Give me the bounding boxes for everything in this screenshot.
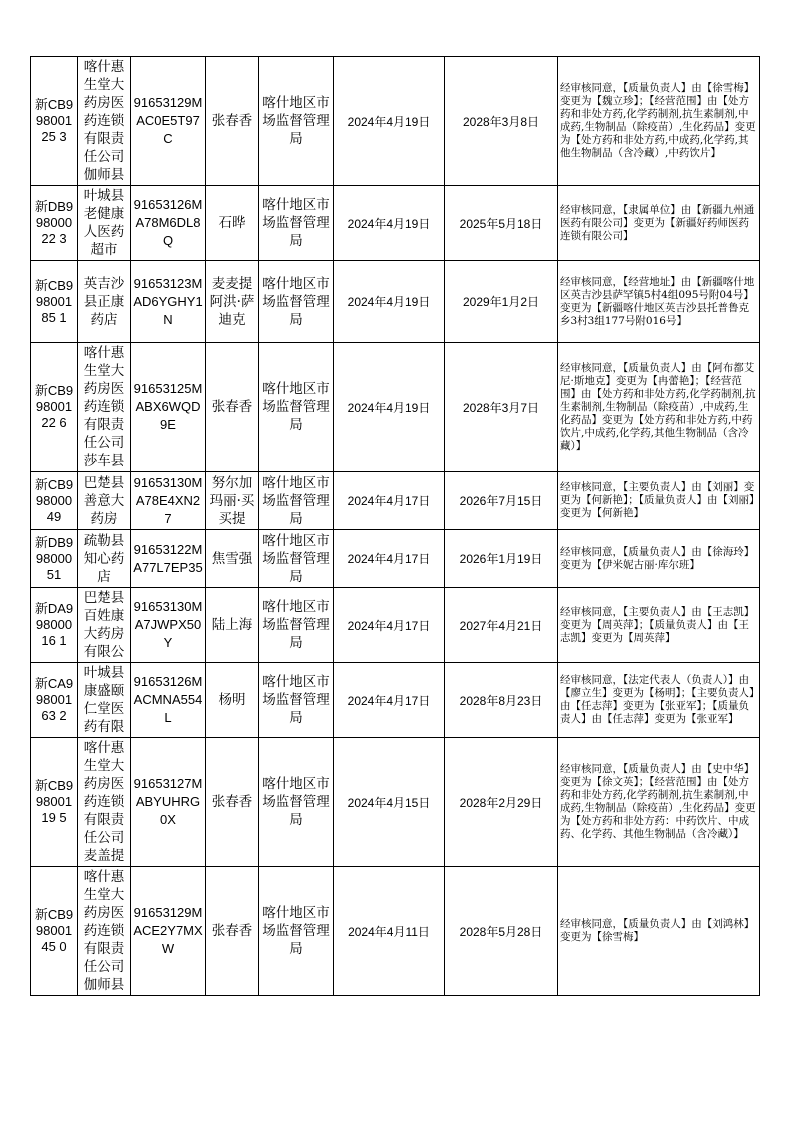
license-number: 新DA99800016 1	[31, 588, 78, 663]
issuing-authority: 喀什地区市场监督管理局	[259, 867, 334, 996]
company-name: 疏勒县知心药店	[78, 530, 131, 588]
expiry-date: 2029年1月2日	[445, 261, 558, 343]
credit-code: 91653129MAC0E5T97C	[131, 57, 206, 186]
license-number: 新CB99800049	[31, 472, 78, 530]
issuing-authority: 喀什地区市场监督管理局	[259, 738, 334, 867]
legal-person: 陆上海	[206, 588, 259, 663]
expiry-date: 2028年5月28日	[445, 867, 558, 996]
legal-person: 张春香	[206, 57, 259, 186]
table-row	[31, 186, 760, 261]
credit-code: 91653125MABX6WQD9E	[131, 343, 206, 472]
license-number: 新CB99800125 3	[31, 57, 78, 186]
credit-code: 91653127MABYUHRG0X	[131, 738, 206, 867]
company-name: 叶城县老健康人医药超市	[78, 186, 131, 261]
legal-person: 张春香	[206, 738, 259, 867]
change-note: 经审核同意，【隶属单位】由【新疆九州通医药有限公司】变更为【新疆好药师医药连锁有限公司】	[558, 186, 760, 261]
table-row	[31, 738, 760, 867]
license-number: 新CB99800145 0	[31, 867, 78, 996]
issue-date: 2024年4月19日	[334, 186, 445, 261]
change-note: 经审核同意，【法定代表人（负责人）】由【廖立生】变更为【杨明】；【主要负责人】由【任志萍】变更为【张亚军】；【质量负责人】由【任志萍】变更为【张亚军】	[558, 663, 760, 738]
expiry-date: 2027年4月21日	[445, 588, 558, 663]
company-name: 喀什惠生堂大药房医药连锁有限责任公司麦盖提	[78, 738, 131, 867]
issuing-authority: 喀什地区市场监督管理局	[259, 343, 334, 472]
change-note: 经审核同意，【经营地址】由【新疆喀什地区英吉沙县萨罕镇5村4组095号附04号】变更为【新疆喀什地区英吉沙县托普鲁克乡3村3组177号附016号】	[558, 261, 760, 343]
company-name: 喀什惠生堂大药房医药连锁有限责任公司伽师县	[78, 57, 131, 186]
change-note: 经审核同意，【质量负责人】由【刘鸿林】变更为【徐雪梅】	[558, 867, 760, 996]
issuing-authority: 喀什地区市场监督管理局	[259, 57, 334, 186]
table-row	[31, 472, 760, 530]
credit-code: 91653130MA7JWPX50Y	[131, 588, 206, 663]
company-name: 叶城县康盛颐仁堂医药有限	[78, 663, 131, 738]
issue-date: 2024年4月19日	[334, 57, 445, 186]
license-number: 新CA99800163 2	[31, 663, 78, 738]
expiry-date: 2028年3月7日	[445, 343, 558, 472]
legal-person: 石晔	[206, 186, 259, 261]
table-row	[31, 530, 760, 588]
legal-person: 杨明	[206, 663, 259, 738]
issuing-authority: 喀什地区市场监督管理局	[259, 588, 334, 663]
issue-date: 2024年4月19日	[334, 343, 445, 472]
expiry-date: 2028年3月8日	[445, 57, 558, 186]
legal-person: 麦麦提阿洪·萨迪克	[206, 261, 259, 343]
change-note: 经审核同意，【质量负责人】由【徐雪梅】变更为【魏立珍】；【经营范围】由【处方药和非处方药,化学药制剂,抗生素制剂,中成药,生物制品（除疫苗）,生化药品】变更为【处方药和非处方药,中成药,化学药,其他生物制品（含冷藏）,中药饮片】	[558, 57, 760, 186]
credit-code: 91653126MA78M6DL8Q	[131, 186, 206, 261]
change-note: 经审核同意，【主要负责人】由【刘丽】变更为【何新艳】；【质量负责人】由【刘丽】变更为【何新艳】	[558, 472, 760, 530]
license-number: 新CB99800185 1	[31, 261, 78, 343]
table-row	[31, 261, 760, 343]
change-note: 经审核同意，【质量负责人】由【史中华】变更为【徐文英】；【经营范围】由【处方药和非处方药,化学药制剂,抗生素制剂,中成药,生物制品（除疫苗）,生化药品】变更为【处方药和非处方药：中药饮片、中成药、化学药、其他生物制品（含冷藏）】	[558, 738, 760, 867]
legal-person: 努尔加玛丽·买买提	[206, 472, 259, 530]
company-name: 巴楚县百姓康大药房有限公	[78, 588, 131, 663]
issue-date: 2024年4月19日	[334, 261, 445, 343]
license-number: 新DB99800022 3	[31, 186, 78, 261]
table-row	[31, 867, 760, 996]
legal-person: 张春香	[206, 343, 259, 472]
company-name: 英吉沙县正康药店	[78, 261, 131, 343]
issuing-authority: 喀什地区市场监督管理局	[259, 186, 334, 261]
expiry-date: 2026年1月19日	[445, 530, 558, 588]
issue-date: 2024年4月17日	[334, 588, 445, 663]
issuing-authority: 喀什地区市场监督管理局	[259, 261, 334, 343]
table-row	[31, 343, 760, 472]
table-row	[31, 57, 760, 186]
credit-code: 91653123MAD6YGHY1N	[131, 261, 206, 343]
credit-code: 91653129MACE2Y7MXW	[131, 867, 206, 996]
change-note: 经审核同意，【主要负责人】由【王志凯】变更为【周英萍】；【质量负责人】由【王志凯】变更为【周英萍】	[558, 588, 760, 663]
legal-person: 张春香	[206, 867, 259, 996]
license-number: 新CB99800122 6	[31, 343, 78, 472]
credit-code: 91653126MACMNA554L	[131, 663, 206, 738]
issue-date: 2024年4月15日	[334, 738, 445, 867]
expiry-date: 2026年7月15日	[445, 472, 558, 530]
issuing-authority: 喀什地区市场监督管理局	[259, 472, 334, 530]
license-number: 新CB99800119 5	[31, 738, 78, 867]
expiry-date: 2028年2月29日	[445, 738, 558, 867]
license-change-table	[30, 56, 760, 996]
change-note: 经审核同意，【质量负责人】由【阿布都艾尼·斯地克】变更为【冉蕾艳】；【经营范围】由【处方药和非处方药,化学药制剂,抗生素制剂,生物制品（除疫苗）,中成药,生化药品】变更为【处方药和非处方药,中药饮片,中成药,化学药,其他生物制品（含冷藏）】	[558, 343, 760, 472]
issuing-authority: 喀什地区市场监督管理局	[259, 663, 334, 738]
expiry-date: 2028年8月23日	[445, 663, 558, 738]
legal-person: 焦雪强	[206, 530, 259, 588]
credit-code: 91653130MA78E4XN27	[131, 472, 206, 530]
credit-code: 91653122MA77L7EP35	[131, 530, 206, 588]
company-name: 喀什惠生堂大药房医药连锁有限责任公司伽师县	[78, 867, 131, 996]
license-number: 新DB99800051	[31, 530, 78, 588]
company-name: 巴楚县善意大药房	[78, 472, 131, 530]
issue-date: 2024年4月17日	[334, 530, 445, 588]
company-name: 喀什惠生堂大药房医药连锁有限责任公司莎车县	[78, 343, 131, 472]
table-row	[31, 663, 760, 738]
issuing-authority: 喀什地区市场监督管理局	[259, 530, 334, 588]
issue-date: 2024年4月17日	[334, 663, 445, 738]
expiry-date: 2025年5月18日	[445, 186, 558, 261]
issue-date: 2024年4月17日	[334, 472, 445, 530]
change-note: 经审核同意，【质量负责人】由【徐海玲】变更为【伊米妮古丽·库尔班】	[558, 530, 760, 588]
issue-date: 2024年4月11日	[334, 867, 445, 996]
table-row	[31, 588, 760, 663]
